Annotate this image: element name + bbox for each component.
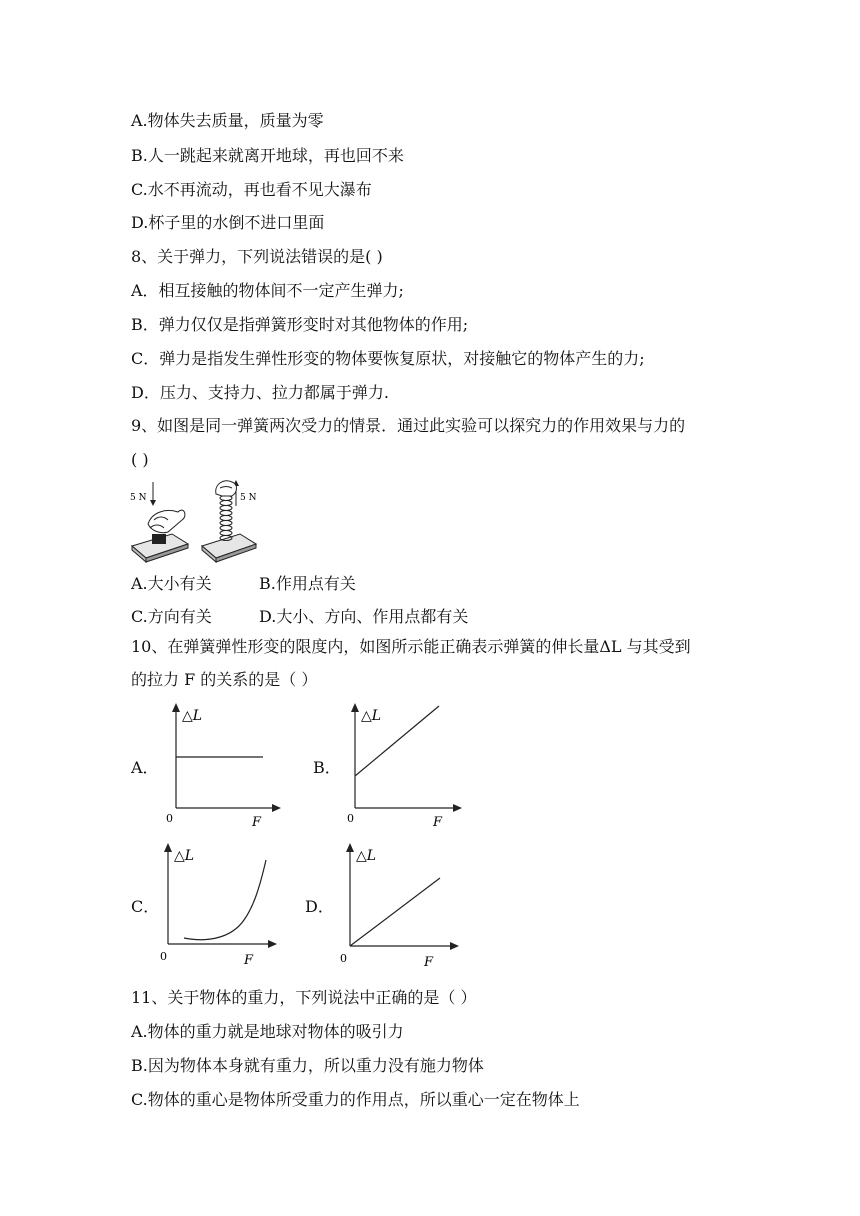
q7-option-a: A.物体失去质量，质量为零	[131, 111, 324, 130]
q10-graph-c-origin: 0	[160, 950, 167, 963]
q10-graph-a-x-label: F	[252, 815, 262, 830]
q10-graph-a-origin: 0	[166, 812, 173, 825]
q7-option-c: C.水不再流动，再也看不见大瀑布	[131, 180, 372, 199]
q10-graph-d	[336, 840, 466, 970]
q8-option-c: C．弹力是指发生弹性形变的物体要恢复原状，对接触它的物体产生的力;	[131, 349, 645, 368]
q10-graph-b	[341, 700, 471, 830]
q8-option-a: A．相互接触的物体间不一定产生弹力;	[131, 281, 404, 300]
q7-option-b: B.人一跳起来就离开地球，再也回不来	[131, 146, 404, 165]
q9-option-d: D.大小、方向、作用点都有关	[259, 607, 469, 626]
q10-graph-b-label: B．	[313, 758, 341, 777]
q9-option-c: C.方向有关	[131, 607, 212, 626]
q9-option-a: A.大小有关	[131, 574, 212, 593]
q10-graph-c-label: C．	[131, 897, 160, 916]
q10-graph-c-curve	[184, 860, 266, 940]
q10-stem-line2: 的拉力 F 的关系的是（ ）	[131, 670, 318, 689]
q9-spring-figure	[128, 476, 263, 566]
q10-graph-b-x-label: F	[433, 815, 443, 830]
q8-option-b: B．弹力仅仅是指弹簧形变时对其他物体的作用;	[131, 315, 469, 334]
q9-options-row1	[131, 574, 356, 594]
q9-options-row2	[131, 607, 469, 627]
q10-graph-a	[160, 700, 290, 830]
q10-stem-line1: 10、在弹簧弹性形变的限度内，如图所示能正确表示弹簧的伸长量ΔL 与其受到	[131, 637, 691, 656]
q9-stem-line2: ( )	[131, 450, 149, 469]
q10-graph-d-curve	[350, 878, 440, 946]
q10-graph-d-origin: 0	[340, 952, 347, 965]
q10-graph-c-y-label: △L	[174, 848, 195, 864]
q10-graph-c	[154, 840, 284, 970]
q10-graph-a-y-label: △L	[182, 708, 203, 724]
q11-stem: 11、关于物体的重力，下列说法中正确的是（ ）	[131, 988, 477, 1007]
q8-stem: 8、关于弹力，下列说法错误的是( )	[131, 247, 383, 266]
q7-option-d: D.杯子里的水倒不进口里面	[131, 213, 325, 232]
q10-graph-b-origin: 0	[347, 812, 354, 825]
q11-option-a: A.物体的重力就是地球对物体的吸引力	[131, 1022, 404, 1041]
q10-graph-d-label: D．	[305, 897, 334, 916]
q9-stem-line1: 9、如图是同一弹簧两次受力的情景．通过此实验可以探究力的作用效果与力的	[131, 416, 686, 435]
q10-graph-c-x-label: F	[244, 953, 254, 968]
q9-right-force-label: 5 N	[240, 493, 257, 503]
q10-graph-a-label: A．	[131, 758, 159, 777]
q11-option-c: C.物体的重心是物体所受重力的作用点，所以重心一定在物体上	[131, 1090, 580, 1109]
q10-graph-d-x-label: F	[424, 955, 434, 970]
q9-option-b: B.作用点有关	[259, 574, 356, 593]
q10-graph-b-y-label: △L	[361, 708, 382, 724]
q9-left-force-label: 5 N	[130, 493, 147, 503]
q10-graph-d-y-label: △L	[356, 848, 377, 864]
q8-option-d: D．压力、支持力、拉力都属于弹力.	[131, 383, 389, 402]
q11-option-b: B.因为物体本身就有重力，所以重力没有施力物体	[131, 1056, 484, 1075]
